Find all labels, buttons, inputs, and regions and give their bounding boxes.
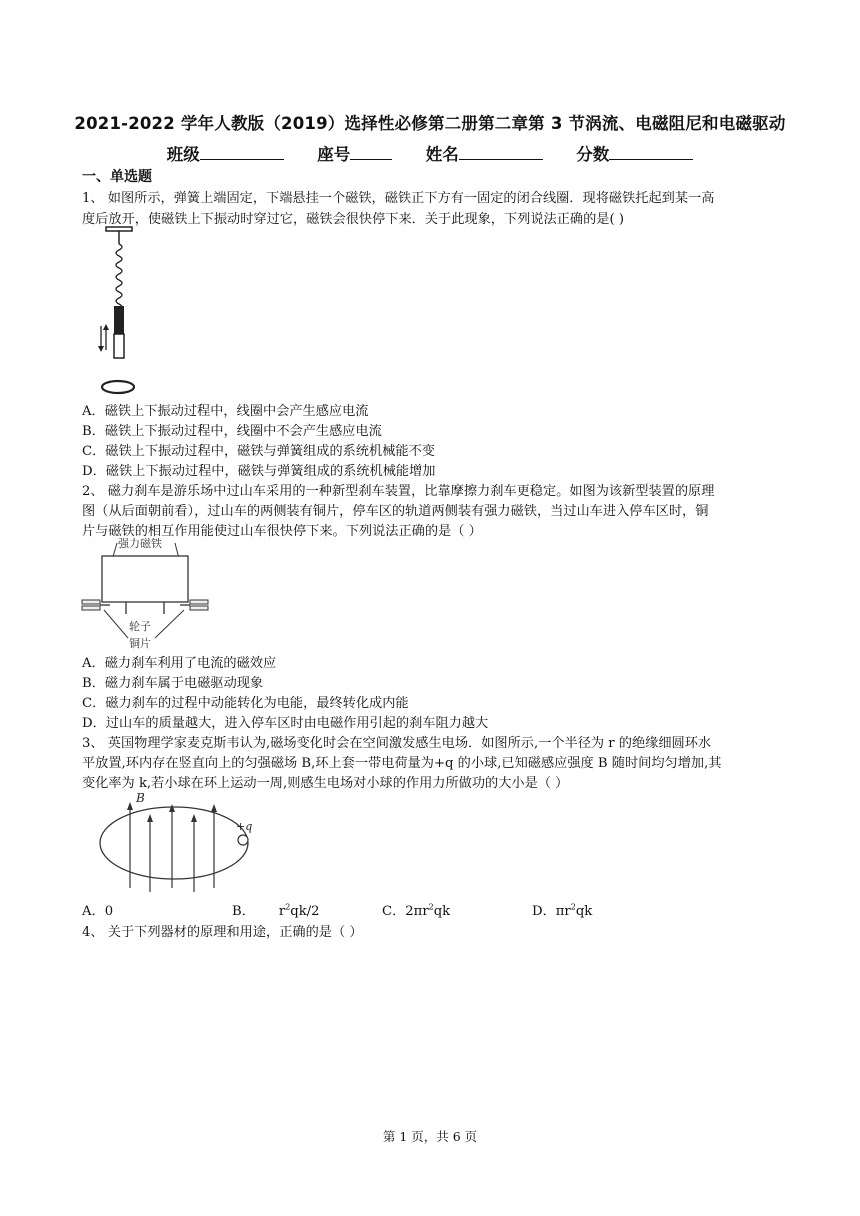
student-info-line	[0, 141, 860, 165]
class-blank	[200, 144, 284, 160]
q2-stem-line2: 图（从后面朝前看），过山车的两侧装有铜片，停车区的轨道两侧装有强力磁铁，当过山车进入停车区时，铜	[82, 504, 709, 519]
q1-option-c: C．磁铁上下振动过程中，磁铁与弹簧组成的系统机械能不变	[82, 444, 435, 459]
copper-label: 铜片	[129, 637, 151, 650]
class-label: 班级	[166, 145, 200, 164]
q3-option-d: D．$\pi r^2qk$	[532, 902, 593, 919]
magnet-south	[114, 334, 124, 358]
magnetic-field-lines	[130, 808, 214, 892]
q3-option-c: C．$2\pi r^2qk$	[382, 902, 451, 919]
score-label: 分数	[576, 145, 610, 164]
section-title: 一、单选题	[82, 169, 152, 185]
q3-ring-field-figure	[94, 788, 274, 892]
coaster-car	[102, 556, 188, 602]
document-title: 2021-2022 学年人教版（2019）选择性必修第二册第二章第 3 节涡流、电磁阻尼和电磁驱动	[74, 114, 786, 133]
q3-option-a: A．0	[82, 904, 114, 919]
q2-magnetic-brake-figure	[80, 534, 210, 652]
name-blank	[459, 144, 543, 160]
q2-option-d: D．过山车的质量越大，进入停车区时由电磁作用引起的刹车阻力越大	[82, 716, 489, 731]
q1-stem-line1: 1、 如图所示，弹簧上端固定，下端悬挂一个磁铁，磁铁正下方有一固定的闭合线圈．现将磁铁托起到某一高	[82, 191, 715, 206]
q1-option-d: D．磁铁上下振动过程中，磁铁与弹簧组成的系统机械能增加	[82, 464, 436, 479]
q1-stem-line2: 度后放开，使磁铁上下振动时穿过它，磁铁会很快停下来．关于此现象，下列说法正确的是( )	[82, 212, 624, 227]
closed-coil	[102, 381, 134, 393]
q3-option-b: B． $r^2qk/2$	[232, 902, 320, 919]
q3-stem-line1: 3、 英国物理学家麦克斯韦认为,磁场变化时会在空间激发感生电场．如图所示,一个半径为 r 的绝缘细圆环水	[82, 736, 712, 751]
q2-option-b: B．磁力刹车属于电磁驱动现象	[82, 676, 264, 691]
q2-option-a: A．磁力刹车利用了电流的磁效应	[82, 656, 277, 671]
wheel-label: 轮子	[129, 620, 151, 633]
q3-options-row	[82, 900, 593, 919]
magnet-label: 强力磁铁	[118, 537, 162, 550]
spring	[116, 244, 122, 316]
left-magnet	[82, 600, 100, 604]
charged-ball	[238, 835, 248, 845]
q3-stem-line2: 平放置,环内存在竖直向上的匀强磁场 B,环上套一带电荷量为+q 的小球,已知磁感应强度 B 随时间均匀增加,其	[82, 756, 722, 771]
score-blank	[609, 144, 693, 160]
q1-spring-magnet-figure	[92, 226, 152, 398]
q1-option-a: A．磁铁上下振动过程中，线圈中会产生感应电流	[82, 404, 369, 419]
q4-stem-line1: 4、 关于下列器材的原理和用途，正确的是（ ）	[82, 925, 363, 940]
q2-option-c: C．磁力刹车的过程中动能转化为电能，最终转化成内能	[82, 696, 409, 711]
field-label: B	[136, 791, 145, 805]
q1-option-b: B．磁铁上下振动过程中，线圈中不会产生感应电流	[82, 424, 382, 439]
charge-label: +q	[236, 820, 253, 833]
q3-stem-line3: 变化率为 k,若小球在环上运动一周,则感生电场对小球的作用力所做功的大小是（ ）	[82, 776, 569, 791]
magnet-north	[114, 306, 124, 334]
seat-label: 座号	[317, 145, 351, 164]
ceiling-mount	[106, 227, 132, 231]
q2-stem-line3: 片与磁铁的相互作用能使过山车很快停下来。下列说法正确的是（ ）	[82, 524, 482, 539]
q2-stem-line1: 2、 磁力刹车是游乐场中过山车采用的一种新型刹车装置，比靠摩擦力刹车更稳定。如图为该新型装置的原理	[82, 484, 715, 499]
insulating-ring	[100, 807, 248, 879]
name-label: 姓名	[425, 145, 459, 164]
seat-blank	[350, 144, 392, 160]
right-magnet	[190, 600, 208, 604]
page-footer: 第 1 页，共 6 页	[382, 1129, 478, 1144]
